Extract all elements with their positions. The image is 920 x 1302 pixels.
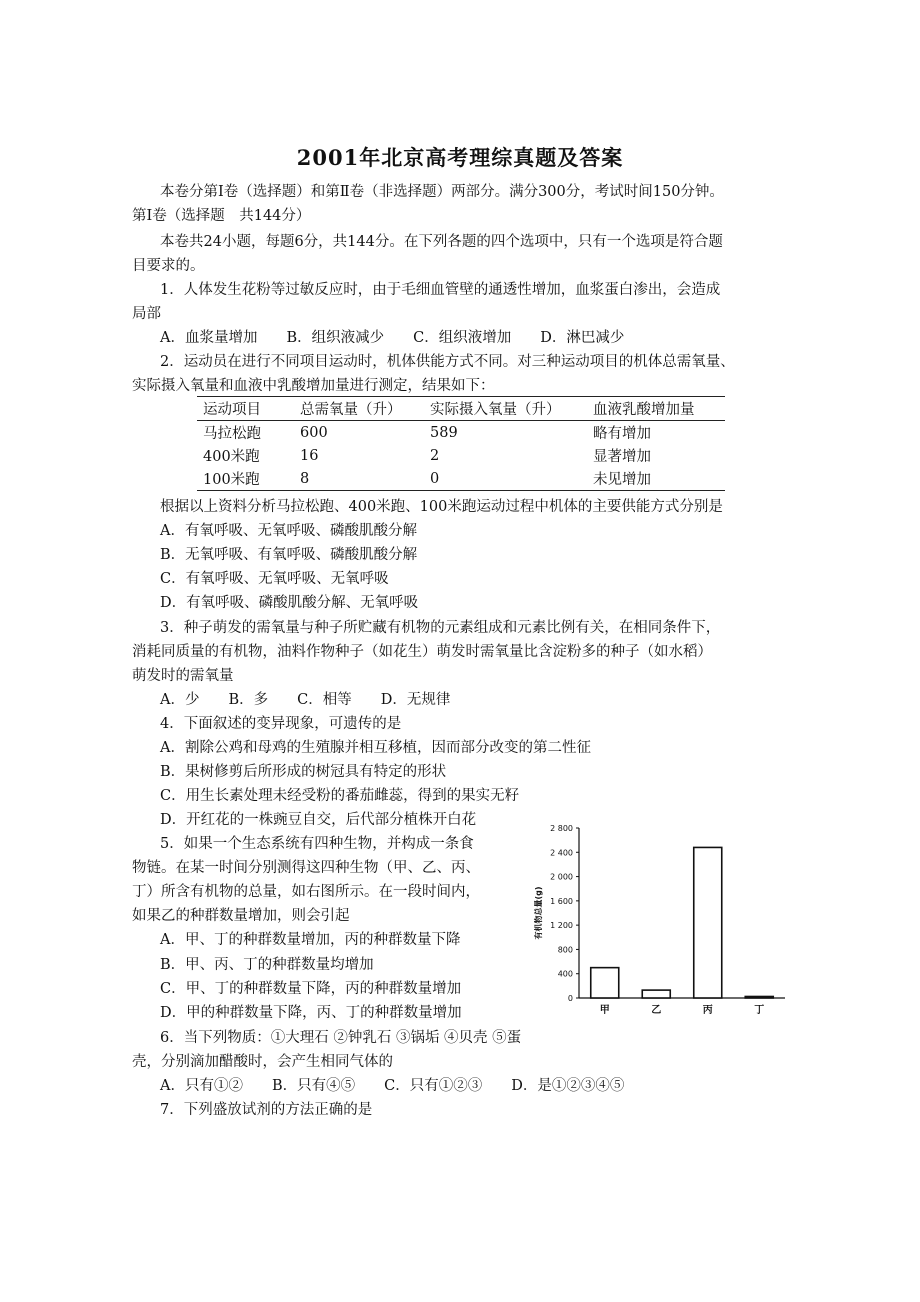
q4-option-b: B．果树修剪后所形成的树冠具有特定的形状 [160, 764, 447, 780]
y-tick-label: 0 [567, 994, 573, 1003]
q1-options: A．血浆量增加 B．组织液减少 C．组织液增加 D．淋巴减少 [160, 330, 625, 346]
q2-stem: 实际摄入氧量和血液中乳酸增加量进行测定，结果如下： [132, 378, 495, 394]
y-tick-label: 1 200 [550, 921, 573, 931]
table-header-cell: 实际摄入氧量（升） [430, 402, 561, 418]
table-cell: 16 [300, 447, 319, 464]
y-tick-label: 1 600 [550, 896, 573, 906]
q6-stem: 6．当下列物质：①大理石 ②钟乳石 ③锅垢 ④贝壳 ⑤蛋 [160, 1030, 522, 1046]
table-cell: 显著增加 [593, 449, 651, 465]
y-tick-label: 800 [557, 945, 573, 955]
bar-3 [745, 996, 773, 998]
q3-stem: 3．种子萌发的需氧量与种子所贮藏有机物的元素组成和元素比例有关，在相同条件下， [160, 620, 721, 636]
table-cell: 8 [300, 470, 310, 487]
q1-stem: 局部 [132, 306, 161, 322]
section-heading: 第Ⅰ卷（选择题 共144分） [132, 208, 311, 224]
q3-options: A．少 B．多 C．相等 D．无规律 [160, 692, 451, 708]
table-cell: 2 [430, 447, 440, 464]
y-tick-label: 2 800 [550, 824, 573, 833]
q6-options: A．只有①② B．只有④⑤ C．只有①②③ D．是①②③④⑤ [160, 1078, 625, 1094]
organic-matter-bar-chart [527, 818, 792, 1023]
x-tick-label: 甲 [599, 1005, 610, 1016]
table-row [197, 421, 725, 445]
y-tick-label: 2 000 [550, 872, 573, 882]
intro-line: 本卷分第Ⅰ卷（选择题）和第Ⅱ卷（非选择题）两部分。满分300分，考试时间150分钟。 [160, 184, 724, 200]
q6-stem: 壳，分别滴加醋酸时，会产生相同气体的 [132, 1054, 393, 1070]
table-cell: 400米跑 [203, 449, 260, 465]
q5-option-a: A．甲、丁的种群数量增加，丙的种群数量下降 [160, 932, 461, 948]
q5-option-c: C．甲、丁的种群数量下降，丙的种群数量增加 [160, 981, 462, 997]
q7-stem: 7．下列盛放试剂的方法正确的是 [160, 1102, 373, 1118]
table-row [197, 467, 725, 491]
table-cell: 略有增加 [593, 426, 651, 442]
q4-option-a: A．割除公鸡和母鸡的生殖腺并相互移植，因而部分改变的第二性征 [160, 740, 591, 756]
table-header-cell: 总需氧量（升） [300, 402, 402, 418]
bar-0 [591, 968, 619, 998]
q3-stem: 消耗同质量的有机物，油料作物种子（如花生）萌发时需氧量比含淀粉多的种子（如水稻） [132, 644, 712, 660]
table-cell: 马拉松跑 [203, 426, 261, 442]
q1-stem: 1．人体发生花粉等过敏反应时，由于毛细血管壁的通透性增加，血浆蛋白渗出，会造成 [160, 282, 721, 298]
q5-stem: 如果乙的种群数量增加，则会引起 [132, 908, 350, 924]
table-cell: 100米跑 [203, 472, 260, 488]
q2-question: 根据以上资料分析马拉松跑、400米跑、100米跑运动过程中机体的主要供能方式分别是 [160, 499, 723, 515]
table-header-cell: 运动项目 [203, 402, 261, 418]
table-cell: 0 [430, 470, 440, 487]
table-cell: 未见增加 [593, 472, 651, 488]
exercise-data-table [197, 396, 725, 491]
y-tick-label: 400 [557, 969, 573, 979]
q2-option-b: B．无氧呼吸、有氧呼吸、磷酸肌酸分解 [160, 547, 418, 563]
q5-option-b: B．甲、丙、丁的种群数量均增加 [160, 957, 374, 973]
q2-stem: 2．运动员在进行不同项目运动时，机体供能方式不同。对三种运动项目的机体总需氧量、 [160, 354, 735, 370]
q2-option-a: A．有氧呼吸、无氧呼吸、磷酸肌酸分解 [160, 523, 417, 539]
table-header-cell: 血液乳酸增加量 [593, 402, 695, 418]
table-row [197, 444, 725, 467]
x-tick-label: 乙 [651, 1005, 662, 1016]
y-axis-label: 有机物总量(g) [534, 886, 543, 940]
x-tick-label: 丙 [702, 1005, 713, 1016]
q5-stem: 5．如果一个生态系统有四种生物，并构成一条食 [160, 836, 474, 852]
y-tick-label: 2 400 [550, 848, 573, 858]
q5-stem: 丁）所含有机物的总量，如右图所示。在一段时间内， [132, 884, 480, 900]
q5-option-d: D．甲的种群数量下降，丙、丁的种群数量增加 [160, 1005, 462, 1021]
page-title: 2001年北京高考理综真题及答案 [296, 145, 624, 170]
q2-option-d: D．有氧呼吸、磷酸肌酸分解、无氧呼吸 [160, 595, 419, 611]
instruction-line: 本卷共24小题，每题6分，共144分。在下列各题的四个选项中，只有一个选项是符合题 [160, 234, 723, 250]
x-tick-label: 丁 [754, 1005, 765, 1016]
q5-stem: 物链。在某一时间分别测得这四种生物（甲、乙、丙、 [132, 860, 480, 876]
q4-option-d: D．开红花的一株豌豆自交，后代部分植株开白花 [160, 812, 477, 828]
instruction-line: 目要求的。 [132, 258, 205, 274]
table-header-row [197, 397, 725, 421]
q4-stem: 4．下面叙述的变异现象，可遗传的是 [160, 716, 402, 732]
bar-2 [694, 847, 722, 998]
table-cell: 589 [430, 424, 458, 441]
q3-stem: 萌发时的需氧量 [132, 668, 234, 684]
table-cell: 600 [300, 424, 328, 441]
q2-option-c: C．有氧呼吸、无氧呼吸、无氧呼吸 [160, 571, 389, 587]
q4-option-c: C．用生长素处理未经受粉的番茄雌蕊，得到的果实无籽 [160, 788, 520, 804]
bar-1 [642, 990, 670, 998]
